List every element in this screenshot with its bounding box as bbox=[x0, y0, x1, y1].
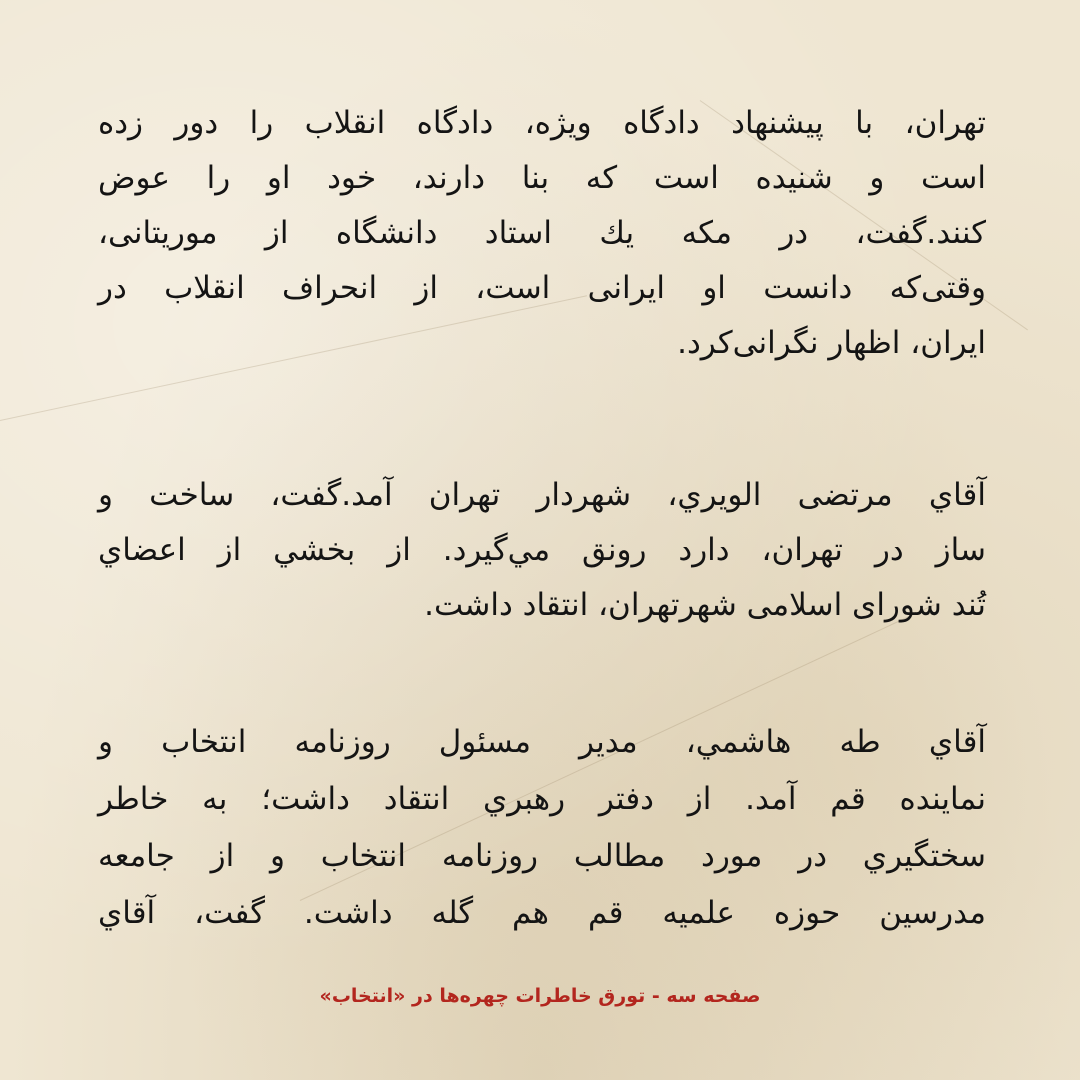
text-line: نماينده قم آمد. از دفتر رهبري انتقاد داشت؛ به خاطر bbox=[98, 781, 986, 817]
text-line: تُند شورای اسلامی شهرتهران، انتقاد داشت. bbox=[424, 587, 986, 623]
paragraph-3 bbox=[98, 714, 986, 942]
text-line: وقتی‌که دانست او ایرانی است، از انحراف انقلاب در bbox=[98, 270, 986, 306]
text-line: آقاي مرتضی الويري، شهردار تهران آمد.گفت، ساخت و bbox=[98, 477, 986, 513]
paragraph-1 bbox=[98, 96, 986, 371]
page-footer-caption: صفحه سه - تورق خاطرات چهره‌ها در «انتخاب» bbox=[319, 985, 761, 1007]
text-line: سختگيري در مورد مطالب روزنامه انتخاب و از جامعه bbox=[98, 838, 986, 874]
text-line: ساز در تهران، دارد رونق مي‌گيرد. از بخشي از اعضاي bbox=[98, 532, 986, 568]
text-line: آقاي طه هاشمي، مدير مسئول روزنامه انتخاب و bbox=[98, 724, 986, 760]
paragraph-2 bbox=[98, 468, 986, 633]
text-line: مدرسين حوزه علميه قم هم گله داشت. گفت، آقاي bbox=[98, 895, 986, 931]
text-line: کنند.گفت، در مکه یك استاد دانشگاه از موریتانی، bbox=[98, 215, 986, 251]
text-line: ایران، اظهار نگرانی‌کرد. bbox=[677, 325, 986, 361]
text-line: تهران، با پیشنهاد دادگاه ویژه، دادگاه انقلاب را دور زده bbox=[98, 105, 986, 141]
text-line: است و شنیده است که بنا دارند، خود او را عوض bbox=[98, 160, 986, 196]
